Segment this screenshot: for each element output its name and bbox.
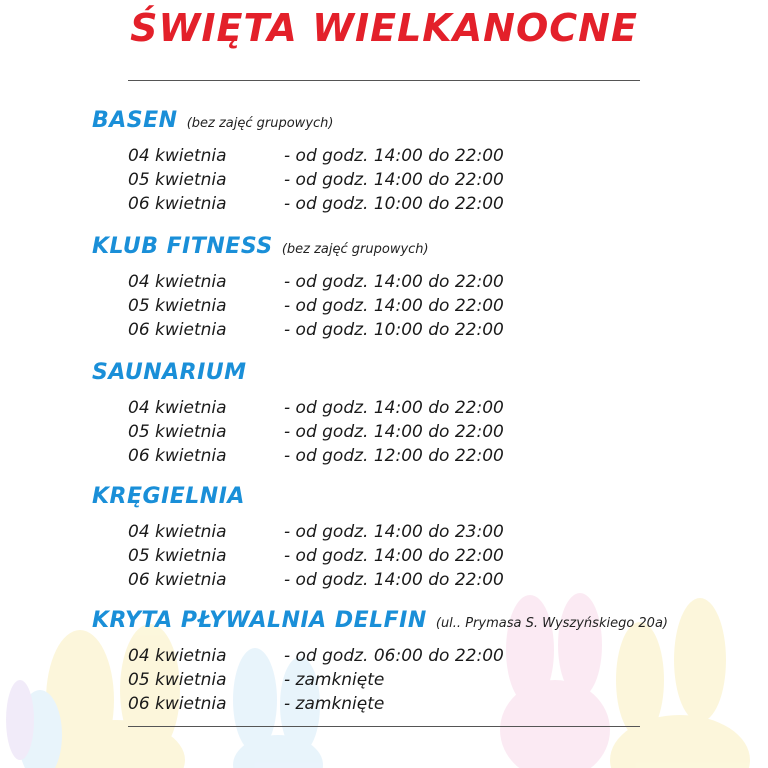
- schedule-row: [0, 398, 768, 422]
- schedule-row: [0, 570, 768, 594]
- row-date: 04 kwietnia: [128, 522, 227, 542]
- row-date: 06 kwietnia: [128, 194, 227, 214]
- section-heading: [92, 608, 668, 633]
- section-heading: [92, 360, 251, 385]
- section-name: KRĘGIELNIA: [92, 484, 245, 509]
- row-date: 04 kwietnia: [128, 646, 227, 666]
- row-date: 05 kwietnia: [128, 422, 227, 442]
- row-hours: - od godz. 06:00 do 22:00: [284, 646, 504, 666]
- row-date: 05 kwietnia: [128, 670, 227, 690]
- schedule-row: [0, 296, 768, 320]
- schedule-row: [0, 670, 768, 694]
- row-hours: - od godz. 10:00 do 22:00: [284, 320, 504, 340]
- bottom-divider: [128, 726, 640, 727]
- section-name: BASEN: [92, 108, 178, 133]
- schedule-row: [0, 272, 768, 296]
- schedule-row: [0, 422, 768, 446]
- row-hours: - od godz. 14:00 do 23:00: [284, 522, 504, 542]
- section-heading: [92, 234, 429, 259]
- row-hours: - od godz. 14:00 do 22:00: [284, 146, 504, 166]
- row-date: 05 kwietnia: [128, 170, 227, 190]
- row-date: 04 kwietnia: [128, 146, 227, 166]
- row-hours: - zamknięte: [284, 694, 385, 714]
- row-date: 04 kwietnia: [128, 398, 227, 418]
- row-date: 05 kwietnia: [128, 296, 227, 316]
- section-heading: [92, 108, 333, 133]
- row-hours: - od godz. 12:00 do 22:00: [284, 446, 504, 466]
- schedule-row: [0, 522, 768, 546]
- schedule-row: [0, 446, 768, 470]
- schedule-row: [0, 170, 768, 194]
- row-date: 04 kwietnia: [128, 272, 227, 292]
- row-hours: - od godz. 14:00 do 22:00: [284, 296, 504, 316]
- page-title: ŚWIĘTA WIELKANOCNE: [130, 6, 638, 50]
- section-name: KLUB FITNESS: [92, 234, 273, 259]
- row-hours: - od godz. 14:00 do 22:00: [284, 570, 504, 590]
- row-date: 05 kwietnia: [128, 546, 227, 566]
- row-date: 06 kwietnia: [128, 446, 227, 466]
- section-name: KRYTA PŁYWALNIA DELFIN: [92, 608, 427, 633]
- top-divider: [128, 80, 640, 81]
- row-hours: - od godz. 14:00 do 22:00: [284, 546, 504, 566]
- row-hours: - od godz. 14:00 do 22:00: [284, 422, 504, 442]
- section-heading: [92, 484, 249, 509]
- schedule-row: [0, 194, 768, 218]
- schedule-row: [0, 694, 768, 718]
- section-name: SAUNARIUM: [92, 360, 247, 385]
- row-hours: - od godz. 14:00 do 22:00: [284, 272, 504, 292]
- row-hours: - od godz. 10:00 do 22:00: [284, 194, 504, 214]
- row-hours: - od godz. 14:00 do 22:00: [284, 170, 504, 190]
- row-hours: - zamknięte: [284, 670, 385, 690]
- row-date: 06 kwietnia: [128, 570, 227, 590]
- section-note: (bez zajęć grupowych): [281, 242, 429, 257]
- section-note: (ul.. Prymasa S. Wyszyńskiego 20a): [435, 616, 668, 631]
- schedule-row: [0, 646, 768, 670]
- section-note: (bez zajęć grupowych): [186, 116, 334, 131]
- row-date: 06 kwietnia: [128, 320, 227, 340]
- schedule-row: [0, 320, 768, 344]
- schedule-row: [0, 546, 768, 570]
- row-hours: - od godz. 14:00 do 22:00: [284, 398, 504, 418]
- schedule-row: [0, 146, 768, 170]
- row-date: 06 kwietnia: [128, 694, 227, 714]
